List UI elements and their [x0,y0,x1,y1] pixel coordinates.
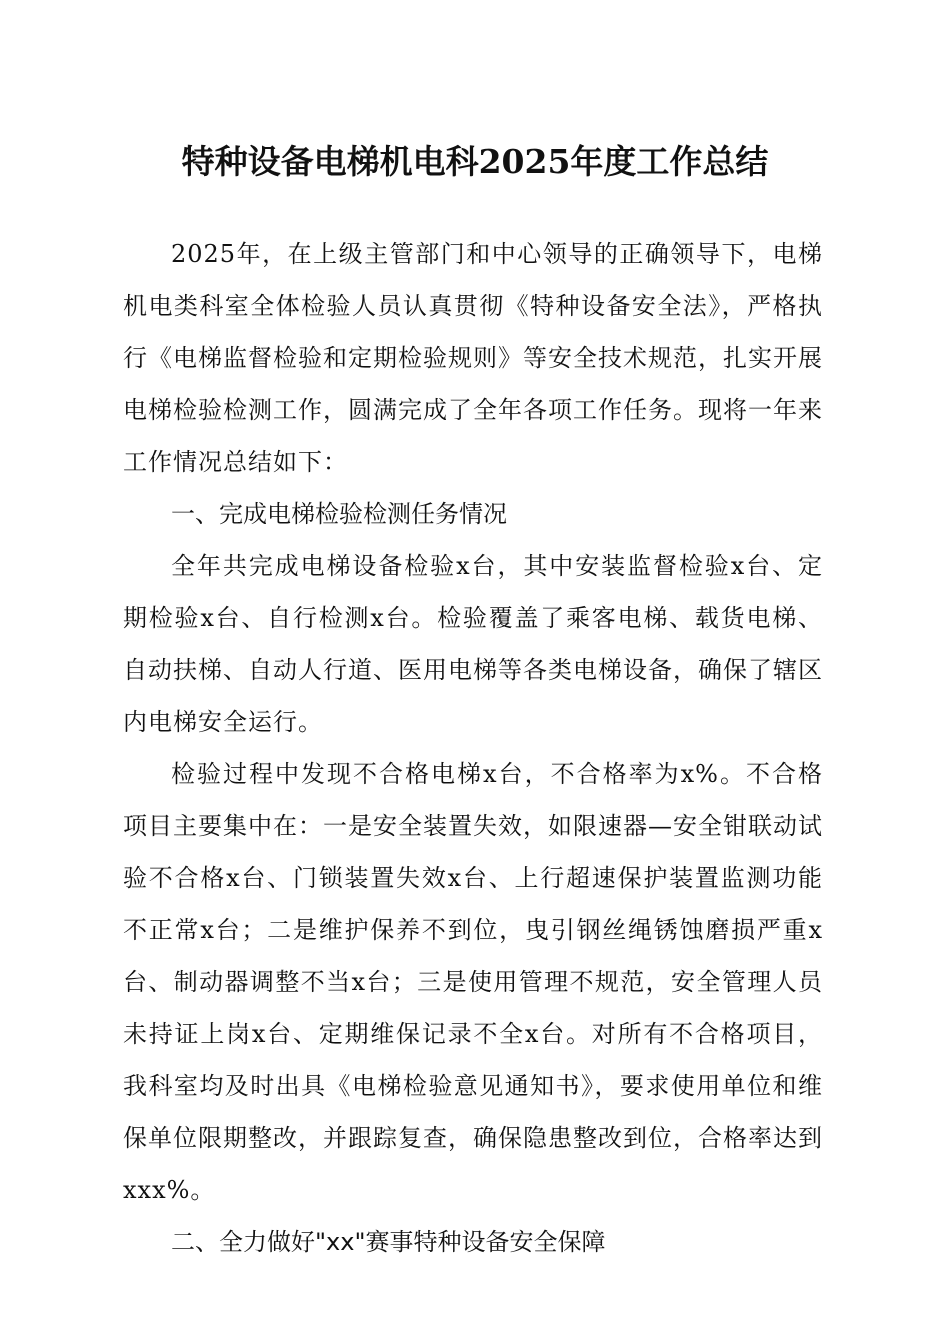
document-title: 特种设备电梯机电科2025年度工作总结 [181,142,769,181]
document-body [123,228,823,1268]
intro-paragraph: 2025年，在上级主管部门和中心领导的正确领导下，电梯机电类科室全体检验人员认真贯彻《特种设备安全法》，严格执行《电梯监督检验和定期检验规则》等安全技术规范，扎实开展电梯检验检测工作，圆满完成了全年各项工作任务。现将一年来工作情况总结如下： [123,240,823,476]
body-paragraph: 检验过程中发现不合格电梯x台，不合格率为x%。不合格项目主要集中在：一是安全装置失效，如限速器—安全钳联动试验不合格x台、门锁装置失效x台、上行超速保护装置监测功能不正常x台；二是维护保养不到位，曳引钢丝绳锈蚀磨损严重x台、制动器调整不当x台；三是使用管理不规范，安全管理人员未持证上岗x台、定期维保记录不全x台。对所有不合格项目，我科室均及时出具《电梯检验意见通知书》，要求使用单位和维保单位限期整改，并跟踪复查，确保隐患整改到位，合格率达到xxx%。 [123,760,823,1204]
section-heading-2: 二、全力做好"xx"赛事特种设备安全保障 [171,1228,606,1256]
section-heading-1: 一、完成电梯检验检测任务情况 [171,500,507,528]
body-paragraph: 全年共完成电梯设备检验x台，其中安装监督检验x台、定期检验x台、自行检测x台。检验覆盖了乘客电梯、载货电梯、自动扶梯、自动人行道、医用电梯等各类电梯设备，确保了辖区内电梯安全运行。 [123,552,823,736]
